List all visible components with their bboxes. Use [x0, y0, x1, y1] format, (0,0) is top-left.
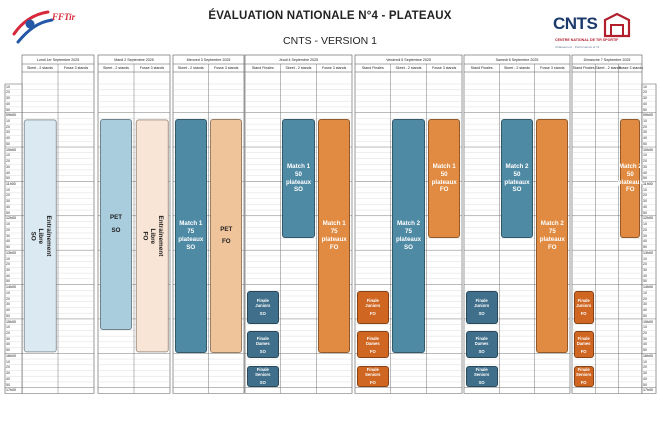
event-line: plateaux: [285, 178, 312, 186]
minute-label: 30: [6, 130, 10, 135]
event-match-2-so-fri: [392, 119, 424, 352]
minute-label: 20: [6, 296, 10, 301]
minute-label: 10: [643, 84, 647, 89]
column-header: Stand Finales: [251, 66, 274, 70]
minute-label: 30: [6, 267, 10, 272]
event-line: Finale: [256, 335, 269, 341]
minute-label: 10: [6, 359, 10, 364]
event-line: SO: [404, 243, 413, 251]
minute-label: 30: [643, 233, 647, 238]
column-header: Fosse 3 stands: [63, 66, 89, 70]
event-line: SO: [294, 186, 303, 194]
event-line: FO: [221, 238, 231, 246]
event-line: Entraînement: [156, 215, 164, 257]
event-line: PET: [220, 225, 233, 233]
event-line: Seniors: [255, 372, 271, 378]
column-header: Fosse 3 stands: [321, 66, 347, 70]
minute-label: 20: [643, 193, 647, 198]
column-header: Skeet - 2 stands: [395, 66, 422, 70]
minute-label: 30: [643, 336, 647, 341]
event-line: 50: [295, 170, 302, 178]
hour-label: 16h00: [643, 353, 653, 358]
event-line: plateaux: [321, 235, 347, 243]
hour-label: 09h00: [643, 113, 653, 118]
hour-label: 15h00: [643, 319, 653, 324]
minute-label: 30: [643, 302, 647, 307]
event-line: SO: [512, 186, 522, 194]
event-line: PET: [109, 214, 123, 222]
column-header: Stand Finales: [470, 66, 493, 70]
minute-label: 30: [6, 233, 10, 238]
event-line: plateaux: [539, 235, 565, 243]
cnts-logo-subtitle: CENTRE NATIONAL DE TIR SPORTIF: [555, 38, 619, 42]
minute-label: 50: [643, 382, 647, 387]
minute-label: 50: [6, 107, 10, 112]
day-header: Mardi 2 Septembre 2025: [114, 57, 154, 62]
column-header: Skeet - 2 stands: [595, 66, 622, 70]
page-subtitle: CNTS - VERSION 1: [283, 35, 377, 47]
minute-label: 50: [643, 141, 647, 146]
event-pet-fo: [210, 119, 242, 352]
minute-label: 20: [6, 227, 10, 232]
minute-label: 40: [6, 273, 10, 278]
minute-label: 30: [6, 336, 10, 341]
minute-label: 50: [6, 176, 10, 181]
minute-label: 30: [6, 302, 10, 307]
event-line: FO: [369, 348, 376, 354]
event-match-1-fo-thu: [318, 119, 350, 352]
event-finale-seniors-fo-fri: [357, 366, 389, 387]
minute-label: 40: [6, 101, 10, 106]
minute-label: 40: [643, 376, 647, 381]
minute-label: 40: [6, 308, 10, 313]
minute-label: 50: [6, 141, 10, 146]
event-entrainement-libre-fo: [136, 119, 169, 352]
hour-label: 11h00: [643, 182, 653, 186]
column-header: Skeet - 2 stands: [285, 66, 312, 70]
minute-label: 40: [643, 101, 647, 106]
event-line: Match 2: [396, 220, 421, 228]
event-line: plateaux: [395, 235, 422, 243]
minute-label: 10: [643, 290, 647, 295]
minute-label: 10: [6, 222, 10, 227]
event-line: 75: [330, 228, 338, 236]
minute-label: 20: [643, 124, 647, 129]
event-line: SO: [259, 380, 266, 386]
minute-label: 20: [643, 262, 647, 267]
event-line: Juniors: [365, 303, 381, 309]
minute-label: 50: [6, 313, 10, 318]
hour-label: 13h00: [643, 250, 653, 255]
minute-label: 40: [643, 136, 647, 141]
minute-label: 30: [6, 164, 10, 169]
event-line: Finale: [475, 298, 488, 304]
minute-label: 30: [6, 199, 10, 204]
minute-label: 30: [643, 130, 647, 135]
minute-label: 20: [6, 124, 10, 129]
event-line: Match 1: [432, 163, 456, 171]
minute-label: 10: [6, 84, 10, 89]
event-line: Match 2: [540, 220, 564, 228]
cnts-logo-word: CNTS: [553, 14, 598, 33]
column-header: Skeet - 2 stands: [27, 66, 53, 70]
event-line: plateaux: [617, 178, 643, 186]
minute-label: 10: [6, 118, 10, 123]
event-finale-dames-so: [247, 331, 279, 358]
event-line: SO: [478, 348, 485, 354]
minute-label: 20: [6, 159, 10, 164]
event-line: Seniors: [365, 372, 381, 378]
event-match-2-so-sat: [501, 119, 533, 238]
hour-label: 16h00: [6, 353, 16, 358]
minute-label: 30: [643, 371, 647, 376]
minute-label: 50: [6, 245, 10, 250]
column-header: Stand Finales: [361, 66, 384, 70]
event-line: SO: [259, 348, 266, 354]
minute-label: 30: [6, 96, 10, 101]
minute-label: 10: [643, 153, 647, 158]
hour-label: 13h00: [6, 250, 16, 255]
minute-label: 20: [643, 227, 647, 232]
hour-label: 10h00: [643, 147, 653, 152]
event-line: FO: [548, 243, 557, 251]
minute-label: 20: [6, 330, 10, 335]
minute-label: 20: [643, 90, 647, 95]
event-line: Finale: [366, 335, 379, 341]
event-line: 50: [626, 170, 634, 178]
minute-label: 40: [643, 170, 647, 175]
event-line: FO: [580, 311, 587, 317]
column-header: Fosse 3 stands: [139, 66, 165, 70]
column-header: Skeet - 2 stands: [504, 66, 530, 70]
minute-label: 40: [6, 136, 10, 141]
hour-label: 17h00: [6, 388, 16, 393]
minute-label: 10: [6, 187, 10, 192]
event-line: FO: [580, 380, 587, 386]
event-finale-juniors-so-sat: [466, 291, 498, 324]
hour-label: 14h00: [6, 285, 16, 290]
event-match-2-fo-sat: [536, 119, 568, 352]
event-finale-dames-so-sat: [466, 331, 498, 358]
minute-label: 10: [643, 118, 647, 123]
minute-label: 30: [643, 199, 647, 204]
minute-label: 20: [6, 262, 10, 267]
minute-label: 20: [6, 193, 10, 198]
event-line: SO: [29, 231, 37, 241]
event-line: SO: [111, 226, 121, 234]
event-line: FO: [626, 186, 635, 194]
minute-label: 20: [6, 365, 10, 370]
minute-label: 50: [643, 279, 647, 284]
cnts-logo-tagline: Châteauroux · Performance et Tir: [555, 45, 600, 49]
day-header: Lundi 1er Septembre 2025: [36, 57, 80, 62]
event-line: Match 1: [179, 220, 203, 228]
minute-label: 30: [643, 267, 647, 272]
event-line: Dames: [576, 340, 591, 346]
column-header: Fosse 3 stands: [540, 66, 565, 70]
minute-label: 40: [643, 204, 647, 209]
day-header: Mercred 3 Septembre 2025: [186, 57, 231, 62]
minute-label: 50: [643, 176, 647, 181]
event-finale-juniors-fo-sun: [574, 291, 594, 324]
event-pet-so: [100, 119, 133, 329]
minute-label: 50: [643, 348, 647, 353]
event-match-2-fo-sun: [617, 119, 643, 238]
page-title: ÉVALUATION NATIONALE N°4 - PLATEAUX: [208, 10, 452, 22]
minute-label: 40: [643, 342, 647, 347]
event-entrainement-libre-so: [24, 119, 57, 352]
event-line: Match 1: [322, 220, 346, 228]
hour-label: 12h00: [6, 216, 16, 221]
minute-label: 20: [643, 159, 647, 164]
minute-label: 10: [643, 325, 647, 330]
event-line: SO: [478, 380, 485, 386]
column-header: Fosse 3 stands: [431, 66, 457, 70]
minute-label: 50: [6, 210, 10, 215]
column-header: Fosse 3 stands: [214, 66, 239, 70]
event-line: Match 2: [618, 163, 642, 171]
event-line: Finale: [475, 367, 488, 373]
minute-label: 10: [643, 359, 647, 364]
event-line: FO: [580, 348, 587, 354]
event-line: Dames: [255, 340, 270, 346]
day-header: Jeudi 4 Septembre 2025: [278, 57, 319, 62]
event-line: FO: [369, 380, 376, 386]
minute-label: 50: [6, 279, 10, 284]
event-line: Finale: [577, 298, 590, 304]
hour-label: 09h00: [6, 113, 16, 118]
minute-label: 30: [643, 164, 647, 169]
minute-label: 50: [643, 107, 647, 112]
event-finale-seniors-so: [247, 366, 279, 387]
event-line: Finale: [256, 367, 269, 373]
event-line: Libre: [36, 228, 44, 244]
minute-label: 40: [6, 342, 10, 347]
event-finale-juniors-so: [247, 291, 279, 324]
fftir-logo-text: FFTir: [52, 12, 76, 22]
event-line: Match 2: [505, 163, 529, 171]
minute-label: 10: [643, 187, 647, 192]
event-line: Seniors: [473, 372, 490, 378]
event-line: Entraînement: [44, 215, 52, 257]
column-header: Skeet - 2 stands: [177, 66, 204, 70]
event-line: 50: [513, 170, 521, 178]
event-line: Juniors: [474, 303, 490, 309]
event-finale-seniors-fo-sun: [574, 366, 594, 387]
minute-label: 40: [6, 239, 10, 244]
day-header: Vendredi 5 Septembre 2025: [386, 57, 431, 62]
hour-label: 15h00: [6, 319, 16, 324]
column-header: Fosse 3 stands: [618, 66, 644, 70]
minute-label: 40: [6, 376, 10, 381]
minute-label: 40: [643, 239, 647, 244]
minute-label: 10: [643, 222, 647, 227]
event-line: FO: [369, 311, 376, 317]
minute-label: 40: [643, 273, 647, 278]
event-line: plateaux: [431, 178, 457, 186]
minute-label: 10: [6, 256, 10, 261]
event-line: SO: [186, 243, 196, 251]
minute-label: 30: [643, 96, 647, 101]
event-line: Finale: [577, 335, 590, 341]
event-line: Finale: [475, 335, 488, 341]
event-line: Finale: [366, 367, 379, 373]
event-line: Libre: [148, 228, 156, 244]
minute-label: 40: [6, 204, 10, 209]
event-match-1-so-wed: [175, 119, 207, 352]
event-match-1-fo-fri: [428, 119, 460, 238]
event-line: Finale: [366, 298, 379, 304]
event-line: Dames: [365, 340, 380, 346]
event-line: FO: [329, 243, 339, 251]
minute-label: 50: [643, 210, 647, 215]
day-header: Dimanche 7 Septembre 2025: [583, 57, 631, 62]
column-header: Skeet - 2 stands: [103, 66, 129, 70]
day-header: Samedi 6 Septembre 2025: [495, 57, 539, 62]
event-line: plateaux: [504, 178, 530, 186]
minute-label: 30: [6, 371, 10, 376]
event-line: Juniors: [255, 303, 271, 309]
event-line: Dames: [474, 340, 489, 346]
minute-label: 10: [6, 153, 10, 158]
hour-label: 14h00: [643, 285, 653, 290]
event-line: 75: [187, 228, 195, 236]
event-line: SO: [259, 311, 266, 317]
event-line: 75: [548, 228, 556, 236]
hour-label: 17h00: [643, 388, 653, 393]
minute-label: 10: [643, 256, 647, 261]
event-line: Finale: [256, 298, 269, 304]
minute-label: 10: [6, 290, 10, 295]
minute-label: 50: [6, 348, 10, 353]
hour-label: 12h00: [643, 216, 653, 221]
event-line: 50: [440, 170, 448, 178]
event-line: FO: [439, 186, 449, 194]
minute-label: 50: [6, 382, 10, 387]
minute-label: 20: [643, 330, 647, 335]
event-line: Seniors: [575, 372, 592, 378]
minute-label: 40: [6, 170, 10, 175]
minute-label: 20: [6, 90, 10, 95]
minute-label: 50: [643, 313, 647, 318]
minute-label: 20: [643, 365, 647, 370]
minute-label: 50: [643, 245, 647, 250]
event-finale-dames-fo-fri: [357, 331, 389, 358]
event-finale-dames-fo-sun: [574, 331, 594, 358]
minute-label: 10: [6, 325, 10, 330]
event-line: Juniors: [576, 303, 592, 309]
event-line: SO: [478, 311, 485, 317]
event-line: Finale: [577, 367, 590, 373]
event-line: 75: [405, 228, 412, 236]
event-finale-seniors-so-sat: [466, 366, 498, 387]
event-line: plateaux: [178, 235, 204, 243]
event-match-1-so-thu: [282, 119, 314, 238]
minute-label: 40: [643, 308, 647, 313]
event-line: FO: [141, 231, 149, 241]
hour-label: 11h00: [6, 182, 16, 186]
hour-label: 10h00: [6, 147, 16, 152]
event-finale-juniors-fo-fri: [357, 291, 389, 324]
column-header: Stand Finales: [572, 66, 595, 70]
event-line: Match 1: [286, 163, 311, 171]
minute-label: 20: [643, 296, 647, 301]
